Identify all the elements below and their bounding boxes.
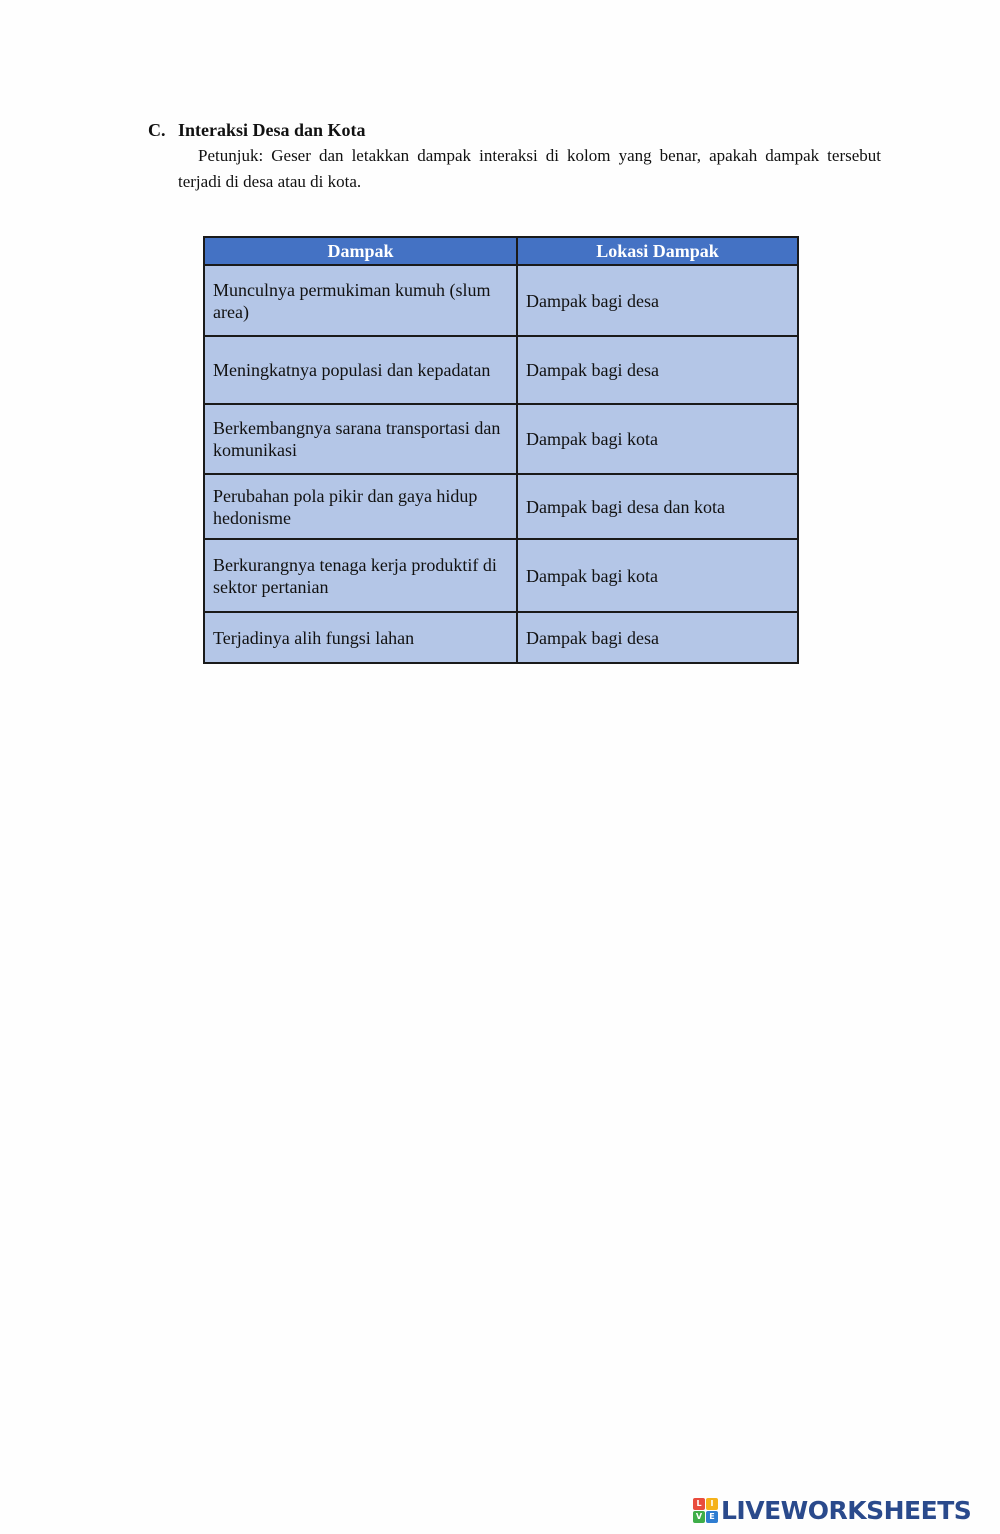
dampak-cell: Terjadinya alih fungsi lahan — [204, 612, 517, 663]
dampak-cell: Berkurangnya tenaga kerja produktif di sektor pertanian — [204, 539, 517, 612]
liveworksheets-logo-icon — [693, 1498, 718, 1523]
table-row — [204, 404, 798, 474]
dampak-cell: Munculnya permukiman kumuh (slum area) — [204, 265, 517, 336]
dampak-cell: Meningkatnya populasi dan kepadatan — [204, 336, 517, 404]
lokasi-drop-cell[interactable]: Dampak bagi desa — [517, 612, 798, 663]
logo-tile-i: I — [706, 1498, 718, 1510]
instruction-text: Petunjuk: Geser dan letakkan dampak interaksi di kolom yang benar, apakah dampak tersebut terjadi di desa atau di kota. — [178, 146, 881, 191]
lokasi-drop-cell[interactable]: Dampak bagi desa — [517, 336, 798, 404]
section-heading — [148, 117, 881, 143]
lokasi-drop-cell[interactable]: Dampak bagi kota — [517, 404, 798, 474]
table-header-row — [204, 237, 798, 265]
liveworksheets-logo[interactable] — [693, 1496, 971, 1524]
lokasi-drop-cell[interactable]: Dampak bagi kota — [517, 539, 798, 612]
dampak-cell: Perubahan pola pikir dan gaya hidup hedonisme — [204, 474, 517, 539]
liveworksheets-logo-text: LIVEWORKSHEETS — [721, 1495, 972, 1525]
logo-tile-e: E — [706, 1511, 718, 1523]
table-row — [204, 539, 798, 612]
header-lokasi-dampak: Lokasi Dampak — [517, 237, 798, 265]
table-row — [204, 265, 798, 336]
impact-table — [203, 236, 799, 664]
section-letter: C. — [148, 120, 166, 140]
section-c — [148, 117, 881, 195]
header-dampak: Dampak — [204, 237, 517, 265]
dampak-cell: Berkembangnya sarana transportasi dan komunikasi — [204, 404, 517, 474]
lokasi-drop-cell[interactable]: Dampak bagi desa — [517, 265, 798, 336]
logo-tile-v: V — [693, 1511, 705, 1523]
lokasi-drop-cell[interactable]: Dampak bagi desa dan kota — [517, 474, 798, 539]
table-row — [204, 336, 798, 404]
table-row — [204, 612, 798, 663]
logo-tile-l: L — [693, 1498, 705, 1510]
table-row — [204, 474, 798, 539]
section-title: Interaksi Desa dan Kota — [178, 120, 366, 140]
